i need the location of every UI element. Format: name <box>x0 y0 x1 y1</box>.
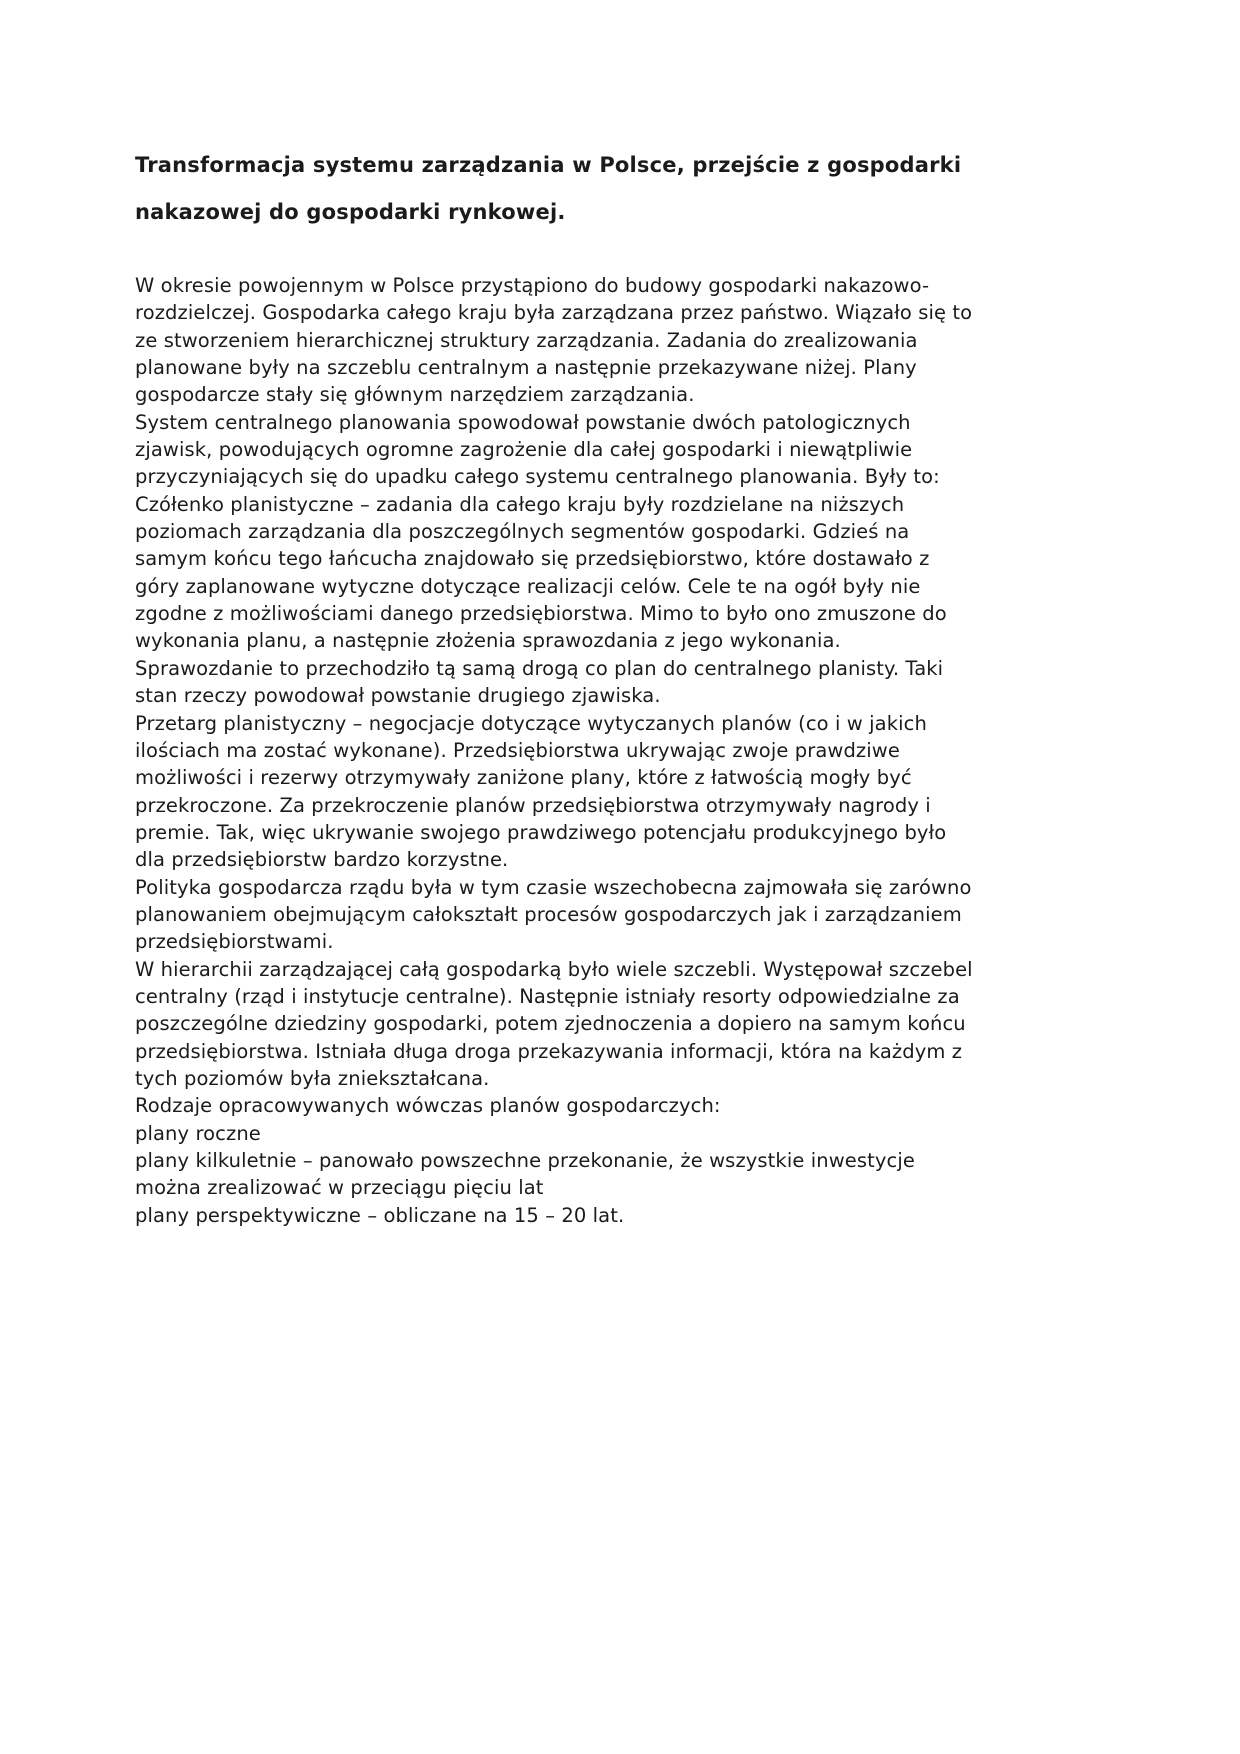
body-paragraph: System centralnego planowania spowodował powstanie dwóch patologicznych zjawisk, powodujących ogromne zagrożenie dla całej gospodarki i niewątpliwie przyczyniających się do upadku całego systemu centralnego planowania. Były to: <box>135 410 940 489</box>
body-paragraph: Przetarg planistyczny – negocjacje dotyczące wytyczanych planów (co i w jakich ilościach ma zostać wykonane). Przedsiębiorstwa ukrywając zwoje prawdziwe możliwości i rezerwy otrzymywały zaniżone plany, które z łatwością mogły być przekroczone. Za przekroczenie planów przedsiębiorstwa otrzymywały nagrody i premie. Tak, więc ukrywanie swojego prawdziwego potencjału produkcyjnego było dla przedsiębiorstw bardzo korzystne. <box>135 711 947 872</box>
body-paragraph: W hierarchii zarządzającej całą gospodarką było wiele szczebli. Występował szczebel centralny (rząd i instytucje centralne). Następnie istniały resorty odpowiedzialne za poszczególne dziedziny gospodarki, potem zjednoczenia a dopiero na samym końcu przedsiębiorstwa. Istniała długa droga przekazywania informacji, która na każdym z tych poziomów była zniekształcana. <box>135 957 973 1090</box>
document-title: Transformacja systemu zarządzania w Polsce, przejście z gospodarki nakazowej do gospodarki rynkowej. <box>135 153 962 224</box>
body-paragraph: plany roczne <box>135 1121 261 1145</box>
body-paragraph: Czółenko planistyczne – zadania dla całego kraju były rozdzielane na niższych poziomach zarządzania dla poszczególnych segmentów gospodarki. Gdzieś na samym końcu tego łańcucha znajdowało się przedsiębiorstwo, które dostawało z góry zaplanowane wytyczne dotyczące realizacji celów. Cele te na ogół były nie zgodne z możliwościami danego przedsiębiorstwa. Mimo to było ono zmuszone do wykonania planu, a następnie złożenia sprawozdania z jego wykonania. Sprawozdanie to przechodziło tą samą drogą co plan do centralnego planisty. Taki stan rzeczy powodował powstanie drugiego zjawiska. <box>135 492 947 708</box>
body-paragraph: W okresie powojennym w Polsce przystąpiono do budowy gospodarki nakazowo-rozdzielczej. Gospodarka całego kraju była zarządzana przez państwo. Wiązało się to ze stworzeniem hierarchicznej struktury zarządzania. Zadania do zrealizowania planowane były na szczeblu centralnym a następnie przekazywane niżej. Plany gospodarcze stały się głównym narzędziem zarządzania. <box>135 274 973 407</box>
body-paragraph: plany perspektywiczne – obliczane na 15 – 20 lat. <box>135 1203 625 1227</box>
document-content <box>135 142 973 1229</box>
body-paragraph: Polityka gospodarcza rządu była w tym czasie wszechobecna zajmowała się zarówno planowaniem obejmującym całokształt procesów gospodarczych jak i zarządzaniem przedsiębiorstwami. <box>135 875 972 954</box>
body-paragraph: Rodzaje opracowywanych wówczas planów gospodarczych: <box>135 1094 721 1118</box>
document-body <box>135 272 973 1229</box>
body-paragraph: plany kilkuletnie – panowało powszechne przekonanie, że wszystkie inwestycje można zrealizować w przeciągu pięciu lat <box>135 1149 915 1200</box>
